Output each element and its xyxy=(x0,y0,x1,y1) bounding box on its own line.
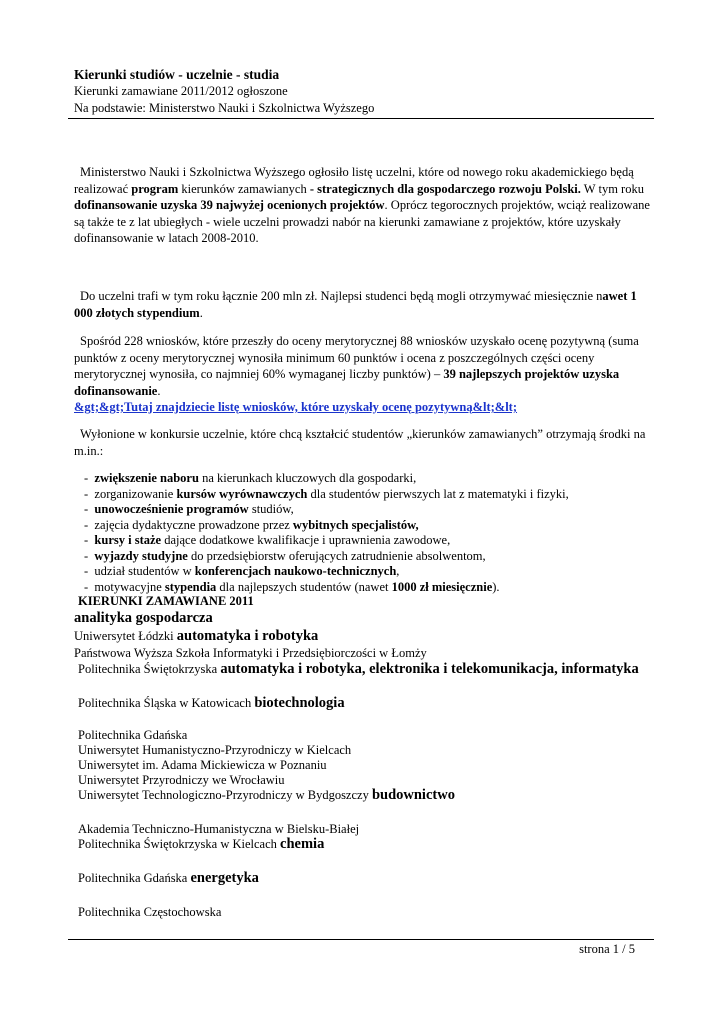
text: dla studentów pierwszych lat z matematyki i fizyki, xyxy=(307,486,569,501)
text: W tym roku xyxy=(580,181,644,196)
text: kierunków zamawianych xyxy=(178,181,310,196)
university-name: Uniwersytet Humanistyczno-Przyrodniczy w Kielcach xyxy=(78,743,352,757)
university-name: Politechnika Gdańska xyxy=(78,728,188,742)
course-name: energetyka xyxy=(190,870,259,886)
text: studiów, xyxy=(248,502,294,516)
university-name: Uniwersytet im. Adama Mickiewicza w Poznaniu xyxy=(78,758,327,772)
university-entry xyxy=(78,837,324,853)
text: zajęcia dydaktyczne prowadzone przez xyxy=(94,517,293,532)
bold-text: program xyxy=(131,181,179,196)
text: Ministerstwo Nauki i Szkolnictwa Wyższego ogłosiło listę uczelni, które od nowego roku akademickiego będą realizować xyxy=(74,165,634,196)
course-name: chemia xyxy=(280,836,325,852)
section-heading: KIERUNKI ZAMAWIANE 2011 xyxy=(78,594,254,608)
text: dające dodatkowe kwalifikacje i uprawnienia zawodowe, xyxy=(161,533,451,547)
bold-text: awet 1 000 złotych stypendium xyxy=(74,289,637,320)
bold-text: - strategicznych dla gospodarczego rozwoju Polski. xyxy=(309,181,581,196)
document-header xyxy=(74,66,374,117)
university-name: Uniwersytet Technologiczno-Przyrodniczy w Bydgoszczy xyxy=(78,788,369,802)
bold-text: wybitnych specjalistów, xyxy=(292,517,419,532)
university-name: Politechnika Świętokrzyska xyxy=(78,662,218,676)
text: Wyłonione w konkursie uczelnie, które chcą kształcić studentów „kierunków zamawianych” otrzymają środki na m.in.: xyxy=(74,427,646,458)
text: do przedsiębiorstw oferujących zatrudnienie absolwentom, xyxy=(187,548,486,563)
paragraph-results xyxy=(74,333,656,416)
university-name: Uniwersytet Łódzki xyxy=(74,629,174,643)
bold-text: unowocześnienie programów xyxy=(94,502,249,516)
list-item: - zorganizowanie kursów wyrównawczych dla studentów pierwszych lat z matematyki i fizyki, xyxy=(84,486,569,501)
bold-text: wyjazdy studyjne xyxy=(94,548,188,563)
university-name: Akademia Techniczno-Humanistyczna w Bielsku-Białej xyxy=(78,822,360,836)
text: . Oprócz tegorocznych projektów, wciąż realizowane są także te z lat ubiegłych - wiele uczelni prowadzi nabór na kierunki zamawiane z projektów, które uzyskały dofinansowanie w latach 2008-2010. xyxy=(74,198,650,245)
text: dla najlepszych studentów (nawet xyxy=(216,579,392,594)
text: , xyxy=(396,564,400,578)
list-item: - zajęcia dydaktyczne prowadzone przez wybitnych specjalistów, xyxy=(84,517,419,532)
text: zorganizowanie xyxy=(94,486,177,501)
list-item: - zwiększenie naboru na kierunkach kluczowych dla gospodarki, xyxy=(84,471,417,485)
bold-text: kursów wyrównawczych xyxy=(176,486,308,501)
header-divider xyxy=(68,118,654,119)
university-name: Politechnika Świętokrzyska w Kielcach xyxy=(78,837,277,851)
text: udział studentów w xyxy=(94,564,195,578)
list-item: - kursy i staże dające dodatkowe kwalifikacje i uprawnienia zawodowe, xyxy=(84,533,451,547)
university-entry xyxy=(74,628,318,645)
bold-text: dofinansowanie uzyska 39 najwyżej ocenionych projektów xyxy=(74,198,385,212)
positive-applications-link[interactable]: &gt;&gt;Tutaj znajdziecie listę wniosków, które uzyskały ocenę pozytywną&lt;&lt; xyxy=(74,400,518,414)
page-number: strona 1 / 5 xyxy=(579,942,635,956)
document-source: Na podstawie: Ministerstwo Nauki i Szkolnictwa Wyższego xyxy=(74,101,375,115)
bold-text: stypendia xyxy=(164,579,217,594)
bold-text: konferencjach naukowo-technicznych xyxy=(194,564,397,578)
university-entry xyxy=(78,788,455,804)
course-name: automatyka i robotyka xyxy=(176,628,319,644)
course-name: budownictwo xyxy=(371,787,455,803)
text: motywacyjne xyxy=(94,579,165,594)
course-name: automatyka i robotyka, elektronika i telekomunikacja, informatyka xyxy=(220,661,639,677)
university-name: Państwowa Wyższa Szkoła Informatyki i Przedsiębiorczości w Łomży xyxy=(74,646,427,660)
paragraph-funding xyxy=(74,288,656,321)
text: Do uczelni trafi w tym roku łącznie 200 mln zł. Najlepsi studenci będą mogli otrzymywać miesięcznie n xyxy=(80,289,603,303)
text: Spośród 228 wniosków, które przeszły do oceny merytorycznej 88 wniosków uzyskało ocenę pozytywną (suma punktów z oceny merytorycznej wynosiła minimum 60 punktów i ocena z poszczególnych części oceny merytorycznej wynosiła, co najmniej 60% wymaganej liczby punktów) – xyxy=(74,334,639,381)
course-name: analityka gospodarcza xyxy=(74,610,213,626)
paragraph-funds xyxy=(74,426,656,459)
text: . xyxy=(199,305,203,320)
text: ). xyxy=(492,579,500,594)
funding-list xyxy=(84,471,569,595)
university-entry xyxy=(78,871,259,887)
list-item: - udział studentów w konferencjach naukowo-technicznych, xyxy=(84,564,400,578)
university-entry xyxy=(78,695,345,712)
university-entry xyxy=(78,661,639,678)
list-item: - wyjazdy studyjne do przedsiębiorstw oferujących zatrudnienie absolwentom, xyxy=(84,548,486,563)
university-name: Uniwersytet Przyrodniczy we Wrocławiu xyxy=(78,773,285,787)
text: na kierunkach kluczowych dla gospodarki, xyxy=(198,471,417,485)
document-subtitle: Kierunki zamawiane 2011/2012 ogłoszone xyxy=(74,84,288,98)
bold-text: kursy i staże xyxy=(94,533,162,547)
bold-text: 39 najlepszych projektów uzyska dofinansowanie xyxy=(74,367,620,398)
university-name: Politechnika Częstochowska xyxy=(78,905,222,919)
university-name: Politechnika Gdańska xyxy=(78,871,188,885)
course-name: biotechnologia xyxy=(254,695,345,711)
university-name: Politechnika Śląska w Katowicach xyxy=(78,696,252,710)
text: . xyxy=(157,383,161,398)
bold-text: zwiększenie naboru xyxy=(94,471,199,485)
list-item: - motywacyjne stypendia dla najlepszych studentów (nawet 1000 zł miesięcznie). xyxy=(84,579,500,594)
list-item: - unowocześnienie programów studiów, xyxy=(84,502,294,516)
bold-text: 1000 zł miesięcznie xyxy=(391,579,493,594)
document-title: Kierunki studiów - uczelnie - studia xyxy=(74,67,280,82)
paragraph-intro xyxy=(74,164,656,247)
footer-divider xyxy=(68,939,654,940)
